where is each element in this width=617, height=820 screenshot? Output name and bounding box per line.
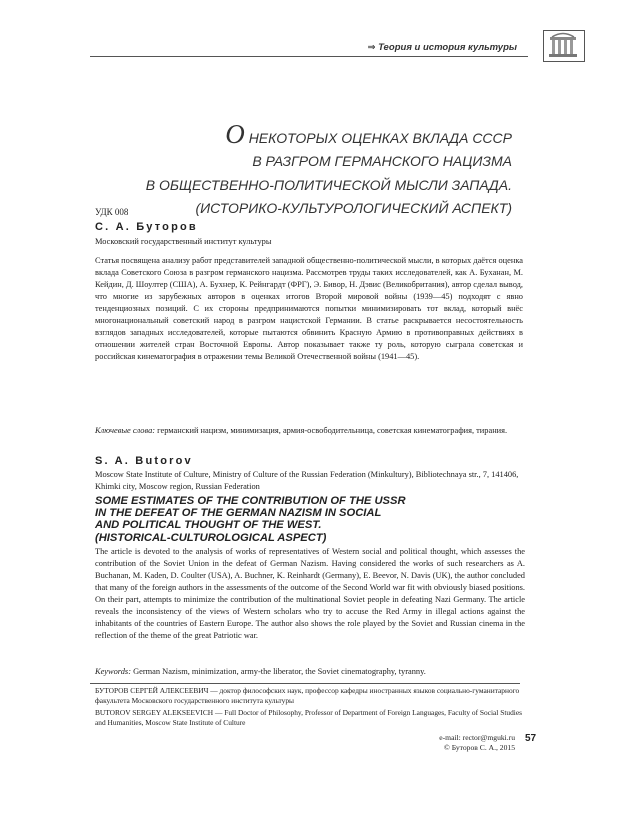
journal-logo-icon — [543, 30, 585, 62]
title-en-line-3: AND POLITICAL THOUGHT OF THE WEST. — [95, 519, 322, 532]
page-number: 57 — [525, 733, 537, 744]
keywords-ru — [95, 425, 523, 437]
institution-ru: Московский государственный институт культуры — [95, 237, 272, 246]
footer-rule — [90, 683, 520, 684]
copyright: © Буторов С. А., 2015 — [444, 743, 515, 752]
title-drop-initial: О — [225, 119, 245, 149]
author-footnote-en: BUTOROV SERGEY ALEKSEEVICH — Full Doctor of Philosophy, Professor of Department of Foreign Languages, Faculty of Social Studies and Humanities, Moscow State Institute of Culture — [95, 708, 522, 727]
abstract-en: The article is devoted to the analysis of works of representatives of Western social and political thought, which assesses the contribution of the Soviet Union in the defeat of German Nazism. Having considered the works of such researchers as A. Buchanan, M. Kaden, D. Coulter (USA), A. Buchner, K. Reinhardt (Germany), E. Beevor, N. Davis (UK), the author concluded that many of the foreign authors in the assessments of the outcome of the Second World war fit with obviously biased positions. On their part, attempts to minimize the contribution of the multinational Soviet people in defeating Nazi Germany. The article reveals the inconsistency of the views of Western scholars who try to accuse the Red Army in illegal actions against the inhabitants of the countries of Eastern Europe. The author also shows the role played by the Soviet and Russian cinema in the reflection of the theme of the great Patriotic war. — [95, 547, 525, 640]
keywords-text-en: German Nazism, minimization, army-the liberator, the Soviet cinematography, tyranny. — [130, 667, 426, 676]
keywords-en — [95, 666, 525, 678]
institution-en: Moscow State Institute of Culture, Ministry of Culture of the Russian Federation (Minkultury), Bibliotechnaya str., 7, 141406, Khimki city, Moscow region, Russian Federation — [95, 470, 519, 491]
arrow-icon: ⇒ — [367, 42, 376, 53]
abstract-ru: Статья посвящена анализу работ представителей западной общественно-политической мысли, в которых даётся оценка вклада Советского Союза в разгром германского нацизма. Рассмотрев труды таких исследователей, как А. Буханан, М. Кейдин, Д. Шоултер (США), А. Бухнер, К. Рейнгардт (ФРГ), Э. Бивор, Н. Дэвис (Великобритания), автор сделал вывод, что многие из зарубежных авторов в оценках итогов Второй мировой войны (1939—45) подходят с явно тенденциозных позиций. С их стороны предпринимаются попытки минимизировать тот вклад, который внёс многонациональный советский народ в разгром нацистской Германии. В статье раскрывается несостоятельность взглядов западных исследователей, которые пытаются обвинить Красную Армию в противоправных действиях в отношении жителей стран Восточной Европы. Автор показывает также ту роль, которую сыграла советская и российская кинематография в отражении темы Великой Отечественной войны (1941—45). — [95, 256, 523, 361]
title-en-line-1: SOME ESTIMATES OF THE CONTRIBUTION OF THE USSR — [95, 495, 406, 507]
title-text-1: НЕКОТОРЫХ ОЦЕНКАХ ВКЛАДА СССР — [248, 130, 512, 146]
article-title-en — [95, 495, 525, 544]
article-title-line-3: В ОБЩЕСТВЕННО-ПОЛИТИЧЕСКОЙ МЫСЛИ ЗАПАДА. — [145, 177, 512, 193]
article-title-line-4: (ИСТОРИКО-КУЛЬТУРОЛОГИЧЕСКИЙ АСПЕКТ) — [195, 200, 512, 216]
title-en-line-2: IN THE DEFEAT OF THE GERMAN NAZISM IN SOCIAL — [95, 507, 382, 520]
section-title: Теория и история культуры — [378, 42, 517, 53]
article-title-line-1 — [225, 119, 512, 149]
keywords-label-en: Keywords: — [95, 667, 131, 676]
author-name-en: S. A. Butorov — [95, 455, 193, 467]
udk-code: УДК 008 — [95, 207, 129, 217]
author-name-ru: С. А. Буторов — [95, 221, 198, 233]
title-en-line-4: (HISTORICAL-CULTUROLOGICAL ASPECT) — [95, 531, 327, 544]
email-link[interactable]: e-mail: rector@mguki.ru — [439, 733, 515, 742]
author-footnote-ru: БУТОРОВ СЕРГЕЙ АЛЕКСЕЕВИЧ — доктор философских наук, профессор кафедры иностранных языков социально-гуманитарного факультета Московского государственного института культуры — [95, 686, 520, 705]
contacts — [439, 733, 515, 753]
keywords-text-ru: германский нацизм, минимизация, армия-освободительница, советская кинематография, тирания. — [155, 426, 508, 435]
header-rule — [90, 56, 528, 57]
keywords-label-ru: Ключевые слова: — [95, 426, 156, 435]
running-header — [367, 42, 517, 53]
article-title-line-2: В РАЗГРОМ ГЕРМАНСКОГО НАЦИЗМА — [252, 153, 512, 169]
